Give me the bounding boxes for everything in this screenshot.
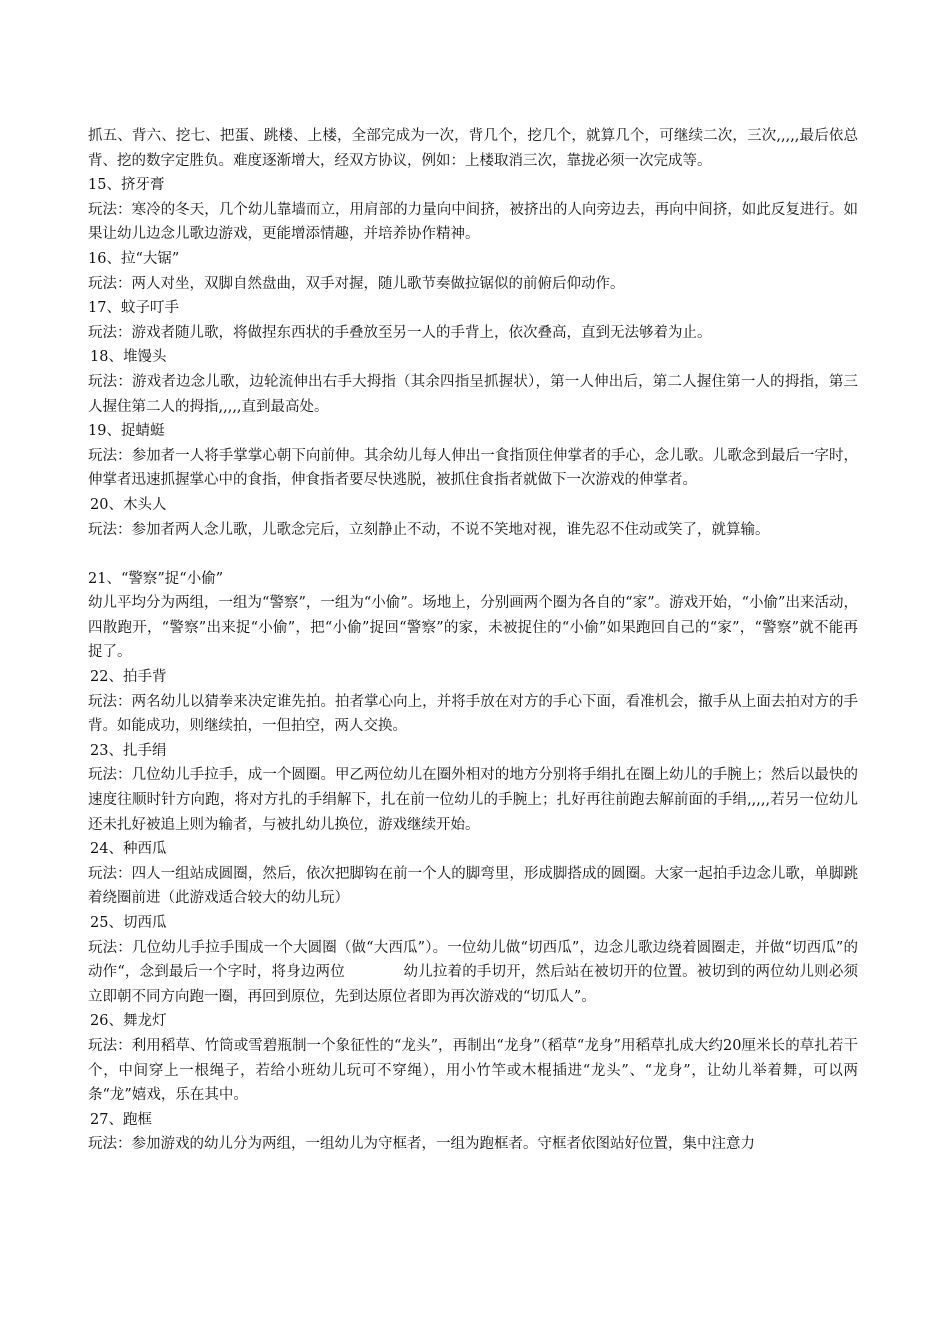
paragraph: 玩法：寒冷的冬天，几个幼儿靠墙而立，用肩部的力量向中间挤，被挤出的人向旁边去，再向中间挤，如此反复进行。如果让幼儿边念儿歌边游戏，更能增添情趣，并培养协作精神。 (88, 201, 858, 243)
section-heading: 27、跑框 (90, 1111, 152, 1128)
paragraph: 玩法：几位幼儿手拉手围成一个大圆圈（做“大西瓜”）。一位幼儿做“切西瓜”，边念儿歌边绕着圆圈走，并做“切西瓜”的动作“，念到最后一个字时，将身边两位 幼儿拉着的手切开，然后站在被切开的位置。被切到的两位幼儿则必须立即朝不同方向跑一圈，再回到原位，先到达原位者即为再次游戏的“切瓜人”。 (88, 939, 858, 1005)
section-heading: 17、蚊子叮手 (88, 300, 179, 317)
section-heading: 19、捉蜻蜓 (88, 423, 165, 440)
section-heading: 21、“警察”捉“小偷” (88, 570, 224, 587)
paragraph: 幼儿平均分为两组，一组为“警察”，一组为“小偷”。场地上，分别画两个圈为各自的“家”。游戏开始，“小偷”出来活动，四散跑开，“警察”出来捉“小偷”，把“小偷”捉回“警察”的家，未被捉住的“小偷”如果跑回自己的“家”，“警察”就不能再捉了。 (88, 595, 858, 661)
blank-line (88, 542, 858, 567)
section-heading: 25、切西瓜 (90, 915, 167, 931)
section-heading: 24、种西瓜 (90, 841, 167, 858)
paragraph: 玩法：四人一组站成圆圈，然后，依次把脚钩在前一个人的脚弯里，形成脚搭成的圆圈。大家一起拍手边念儿歌，单脚跳着绕圈前进（此游戏适合较大的幼儿玩） (88, 865, 858, 907)
section-heading: 20、木头人 (90, 496, 167, 513)
paragraph: 玩法：游戏者随儿歌，将做捏东西状的手叠放至另一人的手背上，依次叠高，直到无法够着为止。 (88, 324, 712, 341)
paragraph: 玩法：几位幼儿手拉手，成一个圆圈。甲乙两位幼儿在圈外相对的地方分别将手绢扎在圈上幼儿的手腕上；然后以最快的速度往顺时针方向跑，将对方扎的手绢解下，扎在前一位幼儿的手腕上；扎好再往前跑去解前面的手绢,,,,,若另一位幼儿还未扎好被追上则为输者，与被扎幼儿换位，游戏继续开始。 (88, 767, 858, 833)
paragraph: 玩法：参加游戏的幼儿分为两组，一组幼儿为守框者，一组为跑框者。守框者依图站好位置，集中注意力 (88, 1136, 755, 1153)
paragraph: 玩法：两名幼儿以猜拳来决定谁先拍。拍者掌心向上，并将手放在对方的手心下面，看准机会，撤手从上面去拍对方的手背。如能成功，则继续拍，一但拍空，两人交换。 (88, 693, 858, 735)
section-heading: 16、拉“大锯” (88, 250, 180, 267)
document-body (88, 124, 858, 1157)
paragraph: 玩法：两人对坐，双脚自然盘曲，双手对握，随儿歌节奏做拉锯似的前俯后仰动作。 (88, 275, 625, 292)
section-heading: 26、舞龙灯 (90, 1013, 167, 1030)
paragraph: 玩法：参加者一人将手掌掌心朝下向前伸。其余幼儿每人伸出一食指顶住伸掌者的手心，念儿歌。儿歌念到最后一字时，伸掌者迅速抓握掌心中的食指，伸食指者要尽快逃脱，被抓住食指者就做下一次游戏的伸掌者。 (88, 447, 858, 489)
section-heading: 22、拍手背 (90, 669, 167, 686)
section-heading: 23、扎手绢 (90, 742, 167, 759)
paragraph: 玩法：参加者两人念儿歌，儿歌念完后，立刻静止不动，不说不笑地对视，谁先忍不住动或笑了，就算输。 (88, 521, 770, 538)
paragraph: 玩法：游戏者边念儿歌，边轮流伸出右手大拇指（其余四指呈抓握状），第一人伸出后，第二人握住第一人的拇指，第三人握住第二人的拇指,,,,,直到最高处。 (88, 373, 858, 415)
section-heading: 15、挤牙膏 (88, 177, 165, 194)
section-heading: 18、堆馒头 (90, 349, 167, 366)
paragraph: 抓五、背六、挖七、把蛋、跳楼、上楼，全部完成为一次，背几个，挖几个，就算几个，可继续二次，三次,,,,,最后依总背、挖的数字定胜负。难度逐渐增大，经双方协议，例如：上楼取消三次，靠拢必须一次完成等。 (88, 128, 858, 169)
paragraph: 玩法：利用稻草、竹筒或雪碧瓶制一个象征性的“龙头”，再制出“龙身”（稻草“龙身”用稻草扎成大约20厘米长的草扎若干个，中间穿上一根绳子，若给小班幼儿玩可不穿绳），用小竹竿或木棍插进“龙头”、“龙身”，让幼儿举着舞，可以两条“龙”嬉戏，乐在其中。 (88, 1037, 858, 1104)
